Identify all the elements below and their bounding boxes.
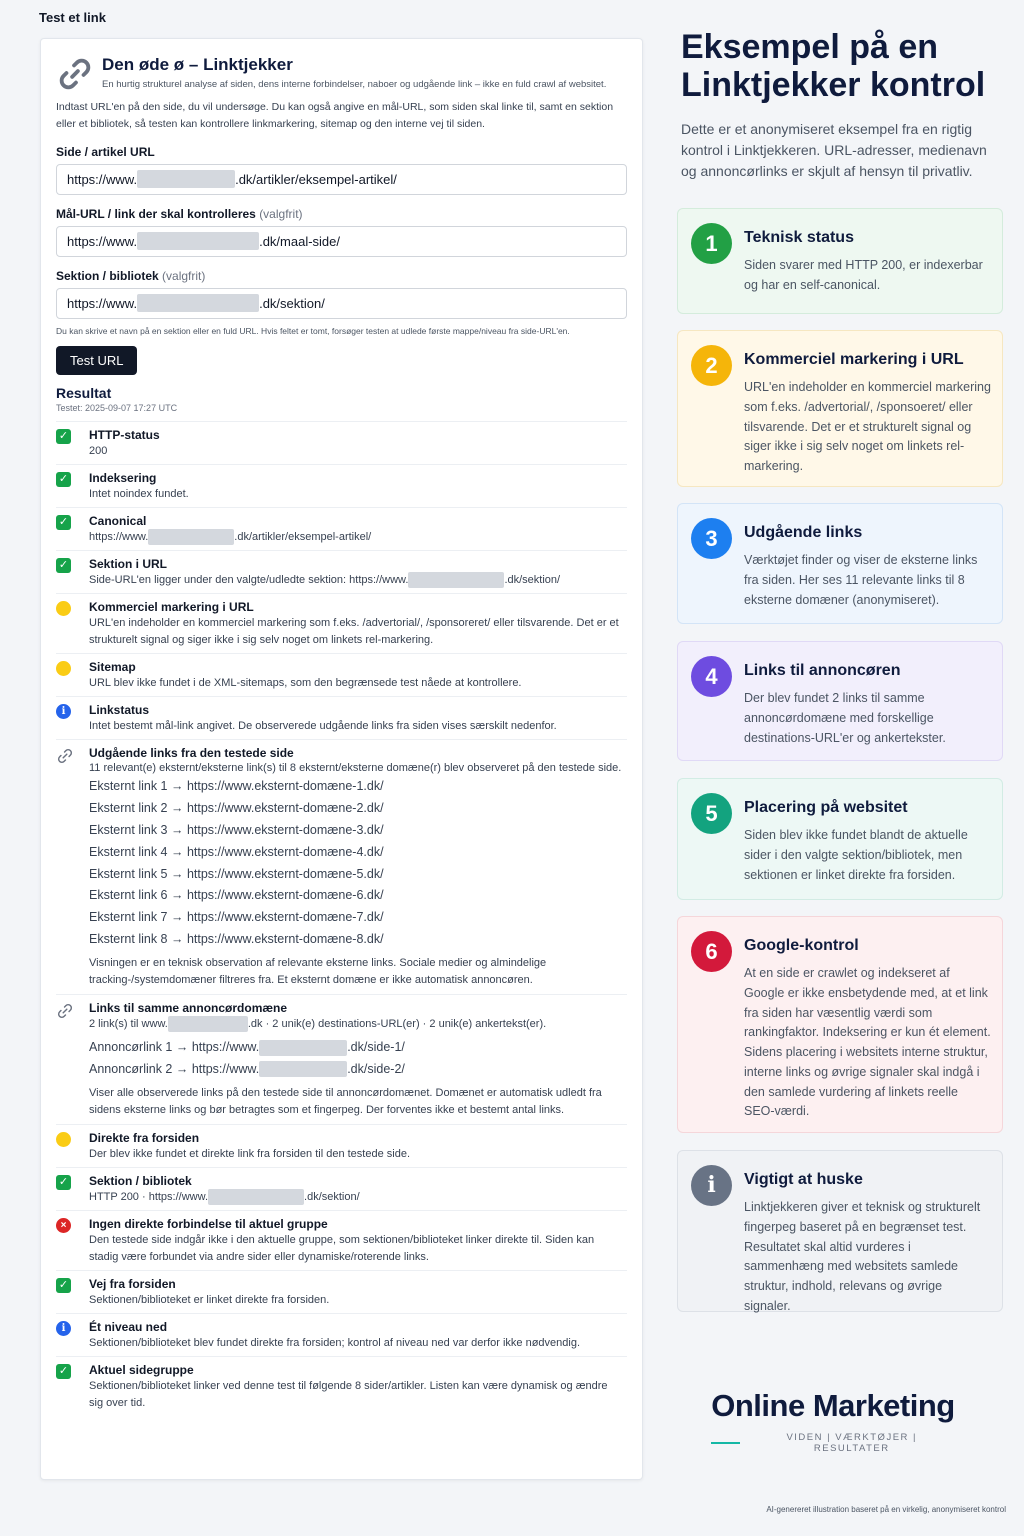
section-hint: Du kan skrive et navn på en sektion eller en fuld URL. Hvis feltet er tomt, forsøger testen at udlede første mappe/niveau fra side-URL'en. xyxy=(56,325,570,336)
linkchecker-card xyxy=(40,38,643,1480)
advertiser-link-item[interactable]: Annoncørlink 2 → https://www. .dk/side-2/ xyxy=(89,1061,405,1076)
outgoing-link-item[interactable]: Eksternt link 1 → https://www.eksternt-domæne-1.dk/ xyxy=(89,779,384,794)
result-row-http: ✓ HTTP-status 200 xyxy=(56,421,627,464)
test-url-button[interactable]: Test URL xyxy=(56,346,137,375)
page-url-input[interactable]: https://www. .dk/artikler/eksempel-artikel/ xyxy=(56,164,627,195)
footer-note: AI-genereret illustration baseret på en virkelig, anonymiseret kontrol xyxy=(766,1505,1006,1514)
example-heading: Eksempel på en Linktjekker kontrol xyxy=(681,28,986,105)
link-icon xyxy=(56,1002,74,1020)
check-icon: ✓ xyxy=(56,429,71,444)
explain-box-1: 1 Teknisk status Siden svarer med HTTP 200, er indexerbar og har en self-canonical. xyxy=(677,208,1003,314)
redaction-mask xyxy=(148,529,234,545)
outgoing-link-item[interactable]: Eksternt link 5 → https://www.eksternt-domæne-5.dk/ xyxy=(89,866,384,881)
result-row-canonical: ✓ Canonical https://www. .dk/artikler/eksempel-artikel/ xyxy=(56,507,627,550)
target-url-label: Mål-URL / link der skal kontrolleres (valgfrit) xyxy=(56,206,303,221)
example-intro: Dette er et anonymiseret eksempel fra en rigtig kontrol i Linktjekkeren. URL-adresser, medienavn og annoncørlinks er skjult af hensyn til privatliv. xyxy=(681,121,987,179)
number-badge: 3 xyxy=(691,518,732,559)
outgoing-link-list xyxy=(89,776,623,950)
chain-link-icon xyxy=(56,55,94,93)
redaction-mask xyxy=(259,1061,347,1077)
advertiser-link-item[interactable]: Annoncørlink 1 → https://www. .dk/side-1/ xyxy=(89,1039,405,1054)
info-icon: i xyxy=(56,704,71,719)
check-icon: ✓ xyxy=(56,1364,71,1379)
page-url-label: Side / artikel URL xyxy=(56,144,155,159)
redaction-mask xyxy=(168,1016,248,1032)
redaction-mask xyxy=(137,170,235,188)
explain-box-2: 2 Kommerciel markering i URL URL'en indeholder en kommerciel markering som f.eks. /advertorial/, /sponsoeret/ eller tilsvarende. Det er et strukturelt signal og siger ikke i sig selv noget om linkets rel-markering. xyxy=(677,330,1003,487)
result-row-group: × Ingen direkte forbindelse til aktuel gruppe Den testede side indgår ikke i den aktuelle gruppe, som sektionen/biblioteket linker direkte til. Siden kan stadig være forbundet via andre sider eller dynamiske/roterende links. xyxy=(56,1210,627,1270)
result-list xyxy=(56,421,627,1417)
redaction-mask xyxy=(259,1040,347,1056)
target-url-input[interactable]: https://www. .dk/maal-side/ xyxy=(56,226,627,257)
brand-logo-title: Online Marketing xyxy=(711,1388,955,1423)
section-input[interactable]: https://www. .dk/sektion/ xyxy=(56,288,627,319)
outgoing-note: Visningen er en teknisk observation af relevante eksterne links. Sociale medier og almindelige tracking-/systemdomæner filtreres fra. Et eksternt domæne er ikke automatisk annoncøren. xyxy=(89,956,547,987)
number-badge: 6 xyxy=(691,931,732,972)
section-label: Sektion / bibliotek (valgfrit) xyxy=(56,268,206,283)
check-icon: ✓ xyxy=(56,1175,71,1190)
result-row-linkstatus: i Linkstatus Intet bestemt mål-link angivet. De observerede udgående links fra siden vises særskilt nedenfor. xyxy=(56,696,627,739)
explain-box-6: 6 Google-kontrol At en side er crawlet og indekseret af Google er ikke ensbetydende med, at et link fra siden har væsentlig værdi som rankingfaktor. Indeksering er kun ét element. Sidens placering i websitets interne struktur, interne links og øvrige signaler skal indgå i den samlede vurdering af linkets reelle SEO-værdi. xyxy=(677,916,1003,1133)
number-badge: 2 xyxy=(691,345,732,386)
outgoing-link-item[interactable]: Eksternt link 6 → https://www.eksternt-domæne-6.dk/ xyxy=(89,888,384,903)
result-row-frontpage: Direkte fra forsiden Der blev ikke fundet et direkte link fra forsiden til den testede side. xyxy=(56,1124,627,1167)
result-row-outgoing: Udgående links fra den testede side 11 relevant(e) eksternt/eksterne link(s) til 8 eksternt/eksterne domæne(r) blev observeret på den testede side. Eksternt link 1 → https://www.eksternt-domæne-1.dk/ Eksternt link 2 → https://www.eksternt-domæne-2.dk/ Eksternt link 3 → https://www.eksternt-domæne-3.dk/ Eksternt link 4 → https://www.eksternt-domæne-4.dk/ Eksternt link 5 → https://www.eksternt-domæne-5.dk/ Eksternt link 6 → https://www.eksternt-domæne-6.dk/ Eksternt link 7 → https://www.eksternt-domæne-7.dk/ Eksternt link 8 → https://www.eksternt-domæne-8.dk/ Visningen er en teknisk observation af relevante eksterne links. Sociale medier og almindelige tracking-/systemdomæner filtreres fra. Et eksternt domæne er ikke automatisk annoncøren. xyxy=(56,739,627,994)
result-row-level: i Ét niveau ned Sektionen/biblioteket blev fundet direkte fra forsiden; kontrol af niveau ned var derfor ikke nødvendig. xyxy=(56,1313,627,1356)
outgoing-link-item[interactable]: Eksternt link 2 → https://www.eksternt-domæne-2.dk/ xyxy=(89,801,384,816)
tool-subtitle: En hurtig strukturel analyse af siden, dens interne forbindelser, naboer og udgående link – ikke en fuld crawl af websitet. xyxy=(102,79,607,90)
result-row-sitemap: Sitemap URL blev ikke fundet i de XML-sitemaps, som den begrænsede test nåede at kontrollere. xyxy=(56,653,627,696)
top-label: Test et link xyxy=(39,10,106,25)
redaction-mask xyxy=(137,232,259,250)
warning-dot-icon xyxy=(56,601,71,616)
redaction-mask xyxy=(408,572,504,588)
number-badge: 1 xyxy=(691,223,732,264)
warning-dot-icon xyxy=(56,661,71,676)
result-row-library: ✓ Sektion / bibliotek HTTP 200 · https://www. .dk/sektion/ xyxy=(56,1167,627,1210)
check-icon: ✓ xyxy=(56,472,71,487)
info-badge-icon: i xyxy=(691,1165,732,1206)
explain-box-info: i Vigtigt at huske Linktjekkeren giver et teknisk og strukturelt fingerpeg baseret på en begrænset test. Resultatet skal altid vurderes i sammenhæng med websitets samlede struktur, indhold, relevans og øvrige signaler. xyxy=(677,1150,1003,1312)
warning-dot-icon xyxy=(56,1132,71,1147)
number-badge: 5 xyxy=(691,793,732,834)
brand-logo xyxy=(711,1388,955,1454)
check-icon: ✓ xyxy=(56,558,71,573)
link-icon xyxy=(56,747,74,765)
outgoing-link-item[interactable]: Eksternt link 7 → https://www.eksternt-domæne-7.dk/ xyxy=(89,910,384,925)
info-icon: i xyxy=(56,1321,71,1336)
result-row-path: ✓ Vej fra forsiden Sektionen/biblioteket er linket direkte fra forsiden. xyxy=(56,1270,627,1313)
result-row-index: ✓ Indeksering Intet noindex fundet. xyxy=(56,464,627,507)
explain-box-4: 4 Links til annoncøren Der blev fundet 2 links til samme annoncørdomæne med forskellige destinations-URL'er og ankertekster. xyxy=(677,641,1003,761)
outgoing-link-item[interactable]: Eksternt link 4 → https://www.eksternt-domæne-4.dk/ xyxy=(89,844,384,859)
explain-box-5: 5 Placering på websitet Siden blev ikke fundet blandt de aktuelle sider i den valgte sektion/bibliotek, men sektionen er linket direkte fra forsiden. xyxy=(677,778,1003,900)
tool-title: Den øde ø – Linktjekker xyxy=(102,55,293,74)
result-row-advertiser: Links til samme annoncørdomæne 2 link(s) til www. .dk · 2 unik(e) destinations-URL(er) · 2 unik(e) ankertekst(er). Annoncørlink 1 → https://www. .dk/side-1/ Annoncørlink 2 → https://www. .dk/side-2/ Viser alle observerede links på den testede side til annoncørdomænet. Domænet er automatisk udledt fra sidens eksterne links og bør betragtes som et fingerpeg. Der forventes ikke et bestemt antal links. xyxy=(56,994,627,1124)
result-row-pagegroup: ✓ Aktuel sidegruppe Sektionen/biblioteket linker ved denne test til følgende 8 sider/artikler. Listen kan være dynamisk og ændre sig over tid. xyxy=(56,1356,627,1416)
outgoing-link-item[interactable]: Eksternt link 8 → https://www.eksternt-domæne-8.dk/ xyxy=(89,931,384,946)
check-icon: ✓ xyxy=(56,515,71,530)
advertiser-note: Viser alle observerede links på den testede side til annoncørdomænet. Domænet er automatisk udledt fra sidens eksterne links og bør betragtes som et fingerpeg. Der forventes ikke et bestemt antal links. xyxy=(89,1086,602,1117)
result-row-section: ✓ Sektion i URL Side-URL'en ligger under den valgte/udledte sektion: https://www. .dk/sektion/ xyxy=(56,550,627,593)
result-timestamp: Testet: 2025-09-07 17:27 UTC xyxy=(56,402,178,413)
redaction-mask xyxy=(208,1189,304,1205)
number-badge: 4 xyxy=(691,656,732,697)
result-title: Resultat xyxy=(56,384,112,401)
tool-intro: Indtast URL'en på den side, du vil undersøge. Du kan også angive en mål-URL, som siden skal linke til, samt en sektion eller et bibliotek, så testen kan kontrollere linkmarkering, sitemap og den interne vej til siden. xyxy=(56,101,614,130)
outgoing-link-item[interactable]: Eksternt link 3 → https://www.eksternt-domæne-3.dk/ xyxy=(89,822,384,837)
check-icon: ✓ xyxy=(56,1278,71,1293)
error-x-icon: × xyxy=(56,1218,71,1233)
explain-box-3: 3 Udgående links Værktøjet finder og viser de eksterne links fra siden. Her ses 11 relevante links til 8 eksterne domæner (anonymiseret). xyxy=(677,503,1003,624)
logo-accent-line xyxy=(711,1442,740,1444)
tool-header xyxy=(56,53,627,93)
result-row-commercial: Kommerciel markering i URL URL'en indeholder en kommerciel markering som f.eks. /advertorial/, /sponsoreret/ eller tilsvarende. Det er et strukturelt signal og siger ikke i sig selv noget om linkets rel-markering. xyxy=(56,593,627,653)
redaction-mask xyxy=(137,294,259,312)
brand-logo-tagline: VIDEN | VÆRKTØJER | RESULTATER xyxy=(786,1432,917,1454)
